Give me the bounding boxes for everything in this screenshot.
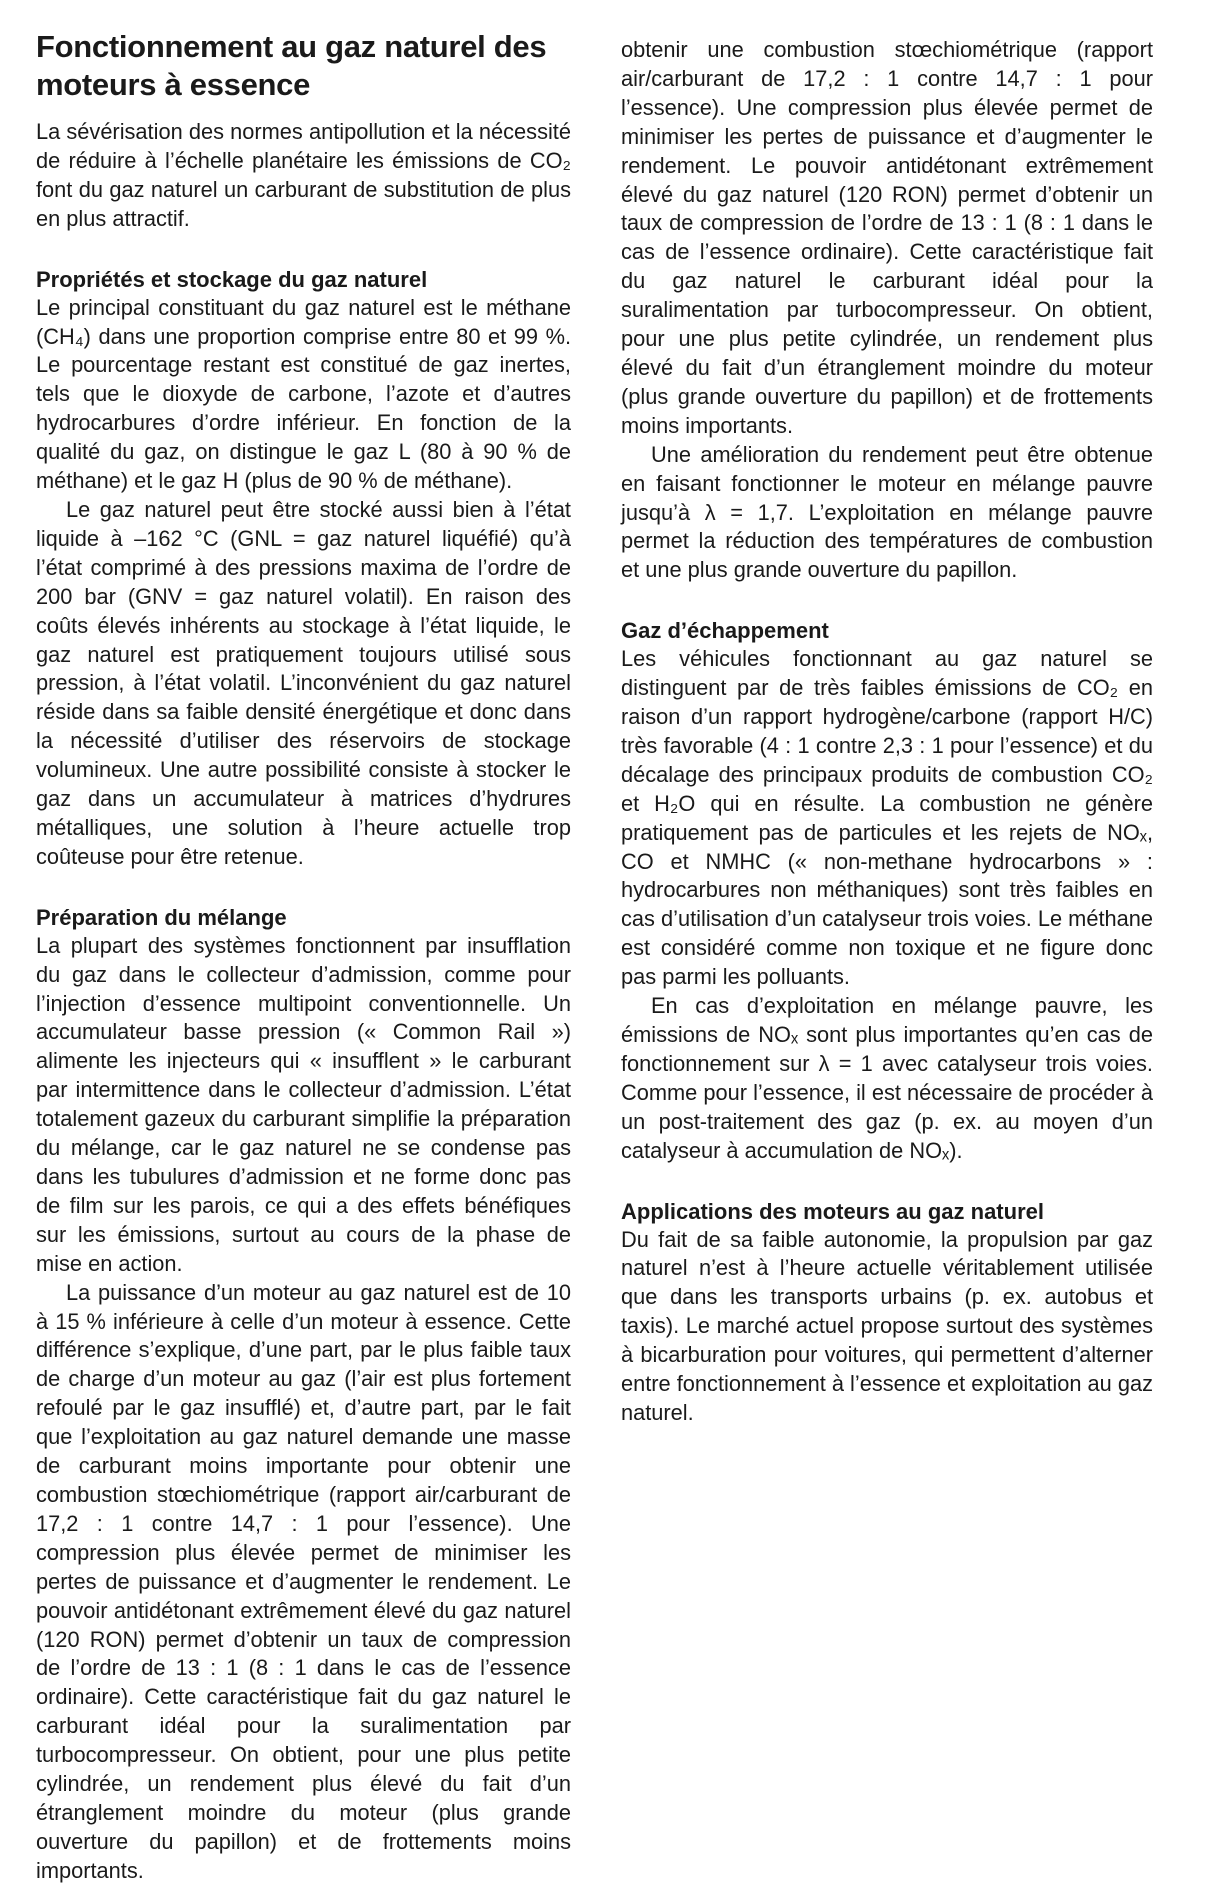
paragraph: Du fait de sa faible autonomie, la propulsion par gaz naturel n’est à l’heure actuelle véritablement utilisée que dans les transports urbains (p. ex. autobus et taxis). Le marché actuel propose surtout des systèmes à bicarburation pour voitures, qui permettent d’alterner entre fonctionnement à l’essence et exploitation au gaz naturel. [621,1226,1153,1425]
right-column [621,36,1153,1428]
section-heading-applications: Applications des moteurs au gaz naturel [621,1198,1044,1224]
section-heading-preparation: Préparation du mélange [36,904,287,930]
paragraph: En cas d’exploitation en mélange pauvre, les émissions de NOₓ sont plus importantes qu’en cas de fonctionnement sur λ = 1 avec catalyseur trois voies. Comme pour l’essence, il est nécessaire de procéder à un post-traitement des gaz (p. ex. au moyen d’un catalyseur à accumulation de NOₓ). [621,993,1153,1163]
section-heading-echappement: Gaz d’échappement [621,618,829,644]
paragraph: Les véhicules fonctionnant au gaz naturel se distinguent par de très faibles émissions de CO₂ en raison d’un rapport hydrogène/carbone (rapport H/C) très favorable (4 : 1 contre 2,3 : 1 pour l’essence) et du décalage des principaux produits de combustion CO₂ et H₂O qui en résulte. La combustion ne génère pratiquement pas de particules et les rejets de NOₓ, CO et NMHC (« non-methane hydrocarbons » : hydrocarbures non méthaniques) sont très faibles en cas d’utilisation d’un catalyseur trois voies. Le méthane est considéré comme non toxique et ne figure donc pas parmi les polluants. [621,646,1153,990]
section-heading-proprietes: Propriétés et stockage du gaz naturel [36,266,428,292]
intro-paragraph: La sévérisation des normes antipollution et la nécessité de réduire à l’échelle planétaire les émissions de CO₂ font du gaz naturel un carburant de substitution de plus en plus attractif. [36,119,571,231]
paragraph: Le principal constituant du gaz naturel est le méthane (CH₄) dans une proportion comprise entre 80 et 99 %. Le pourcentage restant est constitué de gaz inertes, tels que le dioxyde de carbone, l’azote et d’autres hydrocarbures d’ordre inférieur. En fonction de la qualité du gaz, on distingue le gaz L (80 à 90 % de méthane) et le gaz H (plus de 90 % de méthane). [36,294,571,494]
paragraph: La puissance d’un moteur au gaz naturel est de 10 à 15 % inférieure à celle d’un moteur à essence. Cette différence s’explique, d’une part, par le plus faible taux de charge d’un moteur au gaz (l’air est plus fortement refoulé par le gaz insufflé) et, d’autre part, par le fait que l’exploitation au gaz naturel demande une masse de carburant moins importante pour obtenir une combustion stœchiométrique (rapport air/carburant de 17,2 : 1 contre 14,7 : 1 pour l’essence). Une compression plus élevée permet de minimiser les pertes de puissance et d’augmenter le rendement. Le pouvoir antidétonant extrêmement élevé du gaz naturel (120 RON) permet d’obtenir un taux de compression de l’ordre de 13 : 1 (8 : 1 dans le cas de l’essence ordinaire). Cette caractéristique fait du gaz naturel le carburant idéal pour la suralimentation par turbocompresseur. On obtient, pour une plus petite cylindrée, un rendement plus élevé du fait d’un étranglement moindre du moteur (plus grande ouverture du papillon) et de frottements moins importants. [36,1279,571,1883]
left-column [36,28,571,1883]
paragraph-continued: obtenir une combustion stœchiométrique (rapport air/carburant de 17,2 : 1 contre 14,7 : 1 pour l’essence). Une compression plus élevée permet de minimiser les pertes de puissance et d’augmenter le rendement. Le pouvoir antidétonant extrêmement élevé du gaz naturel (120 RON) permet d’obtenir un taux de compression de l’ordre de 13 : 1 (8 : 1 dans le cas de l’essence ordinaire). Cette caractéristique fait du gaz naturel le carburant idéal pour la suralimentation par turbocompresseur. On obtient, pour une plus petite cylindrée, un rendement plus élevé du fait d’un étranglement moindre du moteur (plus grande ouverture du papillon) et de frottements moins importants. [621,37,1153,438]
paragraph: La plupart des systèmes fonctionnent par insufflation du gaz dans le collecteur d’admission, comme pour l’injection d’essence multipoint conventionnelle. Un accumulateur basse pression (« Common Rail ») alimente les injecteurs qui « insufflent » le carburant par intermittence dans le collecteur d’admission. L’état totalement gazeux du carburant simplifie la préparation du mélange, car le gaz naturel ne se condense pas dans les tubulures d’admission et ne forme donc pas de film sur les parois, ce qui a des effets bénéfiques sur les émissions, surtout au cours de la phase de mise en action. [36,932,571,1276]
paragraph: Le gaz naturel peut être stocké aussi bien à l’état liquide à –162 °C (GNL = gaz naturel liquéfié) qu’à l’état comprimé à des pressions maxima de l’ordre de 200 bar (GNV = gaz naturel volatil). En raison des coûts élevés inhérents au stockage à l’état liquide, le gaz naturel est pratiquement toujours utilisé sous pression, à l’état volatil. L’inconvénient du gaz naturel réside dans sa faible densité énergétique et donc dans la nécessité d’utiliser des réservoirs de stockage volumineux. Une autre possibilité consiste à stocker le gaz dans un accumulateur à matrices d’hydrures métalliques, une solution à l’heure actuelle trop coûteuse pour être retenue. [36,496,571,869]
article-title: Fonctionnement au gaz naturel des moteurs à essence [36,29,547,102]
paragraph: Une amélioration du rendement peut être obtenue en faisant fonctionner le moteur en mélange pauvre jusqu’à λ = 1,7. L’exploitation en mélange pauvre permet la réduction des températures de combustion et une plus grande ouverture du papillon. [621,441,1153,583]
